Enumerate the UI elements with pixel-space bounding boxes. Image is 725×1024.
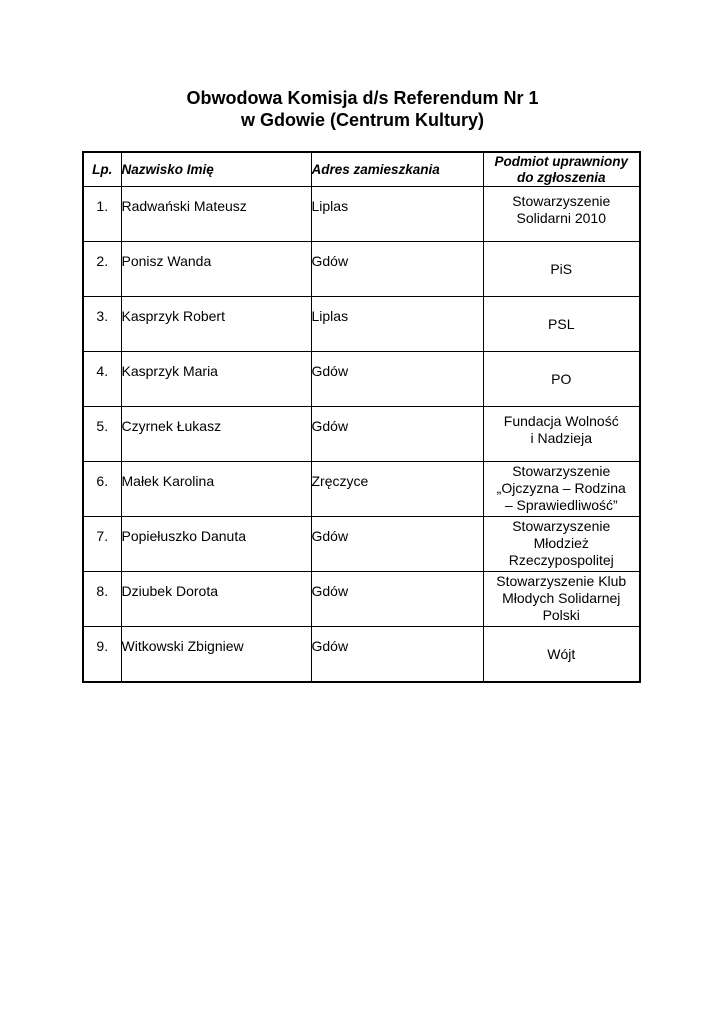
- nominating-entity-line: Młodych Solidarnej: [502, 589, 621, 606]
- table-row: [83, 242, 640, 297]
- nominating-entity: [483, 407, 640, 462]
- table-header-row: [83, 152, 640, 187]
- row-number-text: 4.: [96, 362, 109, 379]
- row-number: [83, 187, 121, 242]
- member-name: [121, 407, 311, 462]
- nominating-entity: [483, 297, 640, 352]
- row-number: [83, 462, 121, 517]
- member-name-text: Kasprzyk Robert: [121, 307, 225, 324]
- member-name: [121, 462, 311, 517]
- member-name-text: Czyrnek Łukasz: [121, 417, 222, 434]
- nominating-entity-lines: [484, 371, 640, 388]
- row-number-text: 5.: [96, 417, 109, 434]
- table-body: [83, 187, 640, 683]
- header-org: [483, 152, 640, 187]
- member-name-text: Popiełuszko Danuta: [121, 527, 247, 544]
- member-address-text: Gdów: [311, 637, 349, 654]
- member-address-text: Zręczyce: [311, 472, 369, 489]
- table-row: [83, 517, 640, 572]
- member-address: [311, 242, 483, 297]
- member-address: [311, 352, 483, 407]
- member-name-text: Małek Karolina: [121, 472, 215, 489]
- nominating-entity-lines: [484, 261, 640, 278]
- member-name: [121, 572, 311, 627]
- committee-table: [82, 151, 641, 683]
- nominating-entity-lines: [484, 518, 640, 569]
- member-address: [311, 407, 483, 462]
- table-row: [83, 407, 640, 462]
- title-line-2: w Gdowie (Centrum Kultury): [241, 110, 484, 130]
- table-row: [83, 187, 640, 242]
- member-address: [311, 187, 483, 242]
- row-number-text: 9.: [96, 637, 109, 654]
- row-number-text: 8.: [96, 582, 109, 599]
- row-number: [83, 242, 121, 297]
- member-name-text: Witkowski Zbigniew: [121, 637, 244, 654]
- nominating-entity-line: Solidarni 2010: [516, 210, 606, 226]
- row-number: [83, 297, 121, 352]
- row-number: [83, 572, 121, 627]
- row-number: [83, 407, 121, 462]
- member-address-text: Gdów: [311, 252, 349, 269]
- nominating-entity-lines: [484, 646, 640, 663]
- row-number: [83, 352, 121, 407]
- table-row: [83, 462, 640, 517]
- member-name-text: Dziubek Dorota: [121, 582, 218, 599]
- row-number-text: 6.: [96, 472, 109, 489]
- member-name: [121, 187, 311, 242]
- member-name-text: Kasprzyk Maria: [121, 362, 218, 379]
- member-address: [311, 572, 483, 627]
- nominating-entity-line: „Ojczyzna – Rodzina: [496, 479, 626, 496]
- nominating-entity-line: PSL: [548, 315, 575, 332]
- nominating-entity-lines: [484, 463, 640, 514]
- table-row: [83, 572, 640, 627]
- member-name-text: Ponisz Wanda: [121, 252, 212, 269]
- title-line-1: Obwodowa Komisja d/s Referendum Nr 1: [186, 88, 539, 108]
- member-name: [121, 517, 311, 572]
- nominating-entity-line: Stowarzyszenie: [512, 193, 611, 209]
- nominating-entity-line: Polski: [542, 606, 580, 623]
- nominating-entity-line: Stowarzyszenie: [512, 462, 611, 479]
- nominating-entity-line: PiS: [550, 260, 573, 277]
- nominating-entity-lines: [484, 316, 640, 333]
- nominating-entity: [483, 517, 640, 572]
- header-no: Lp.: [83, 152, 121, 187]
- nominating-entity-lines: [484, 413, 640, 447]
- row-number: [83, 517, 121, 572]
- nominating-entity-line: Stowarzyszenie Klub: [496, 572, 627, 589]
- member-name: [121, 297, 311, 352]
- nominating-entity: [483, 187, 640, 242]
- row-number-text: 1.: [96, 197, 109, 214]
- header-org-line-2: do zgłoszenia: [516, 169, 606, 185]
- member-address: [311, 462, 483, 517]
- member-address-text: Gdów: [311, 417, 349, 434]
- member-name-text: Radwański Mateusz: [121, 197, 247, 214]
- nominating-entity-lines: [484, 193, 640, 227]
- row-number-text: 2.: [96, 252, 109, 269]
- header-name: Nazwisko Imię: [121, 152, 311, 187]
- nominating-entity-line: Rzeczypospolitej: [508, 551, 614, 568]
- document-title: [0, 87, 725, 131]
- member-address-text: Gdów: [311, 362, 349, 379]
- nominating-entity-line: – Sprawiedliwość”: [504, 496, 618, 513]
- member-address-text: Gdów: [311, 527, 349, 544]
- table-row: [83, 352, 640, 407]
- row-number-text: 7.: [96, 527, 109, 544]
- table-row: [83, 627, 640, 683]
- nominating-entity-line: Wójt: [547, 645, 576, 662]
- nominating-entity: [483, 627, 640, 683]
- row-number-text: 3.: [96, 307, 109, 324]
- member-name: [121, 627, 311, 683]
- member-address: [311, 517, 483, 572]
- row-number: [83, 627, 121, 683]
- nominating-entity-line: PO: [551, 370, 572, 387]
- member-name: [121, 352, 311, 407]
- member-address: [311, 297, 483, 352]
- header-org-line-1: Podmiot uprawniony: [494, 153, 628, 169]
- nominating-entity-lines: [484, 573, 640, 624]
- member-address-text: Liplas: [311, 307, 349, 324]
- member-address-text: Liplas: [311, 197, 349, 214]
- nominating-entity-line: i Nadzieja: [530, 430, 592, 446]
- member-address: [311, 627, 483, 683]
- nominating-entity: [483, 352, 640, 407]
- nominating-entity: [483, 572, 640, 627]
- table-row: [83, 297, 640, 352]
- header-address: Adres zamieszkania: [311, 152, 483, 187]
- nominating-entity: [483, 462, 640, 517]
- nominating-entity-line: Fundacja Wolność: [503, 413, 619, 429]
- nominating-entity-line: Młodzież: [533, 534, 589, 551]
- nominating-entity: [483, 242, 640, 297]
- member-address-text: Gdów: [311, 582, 349, 599]
- nominating-entity-line: Stowarzyszenie: [512, 517, 611, 534]
- member-name: [121, 242, 311, 297]
